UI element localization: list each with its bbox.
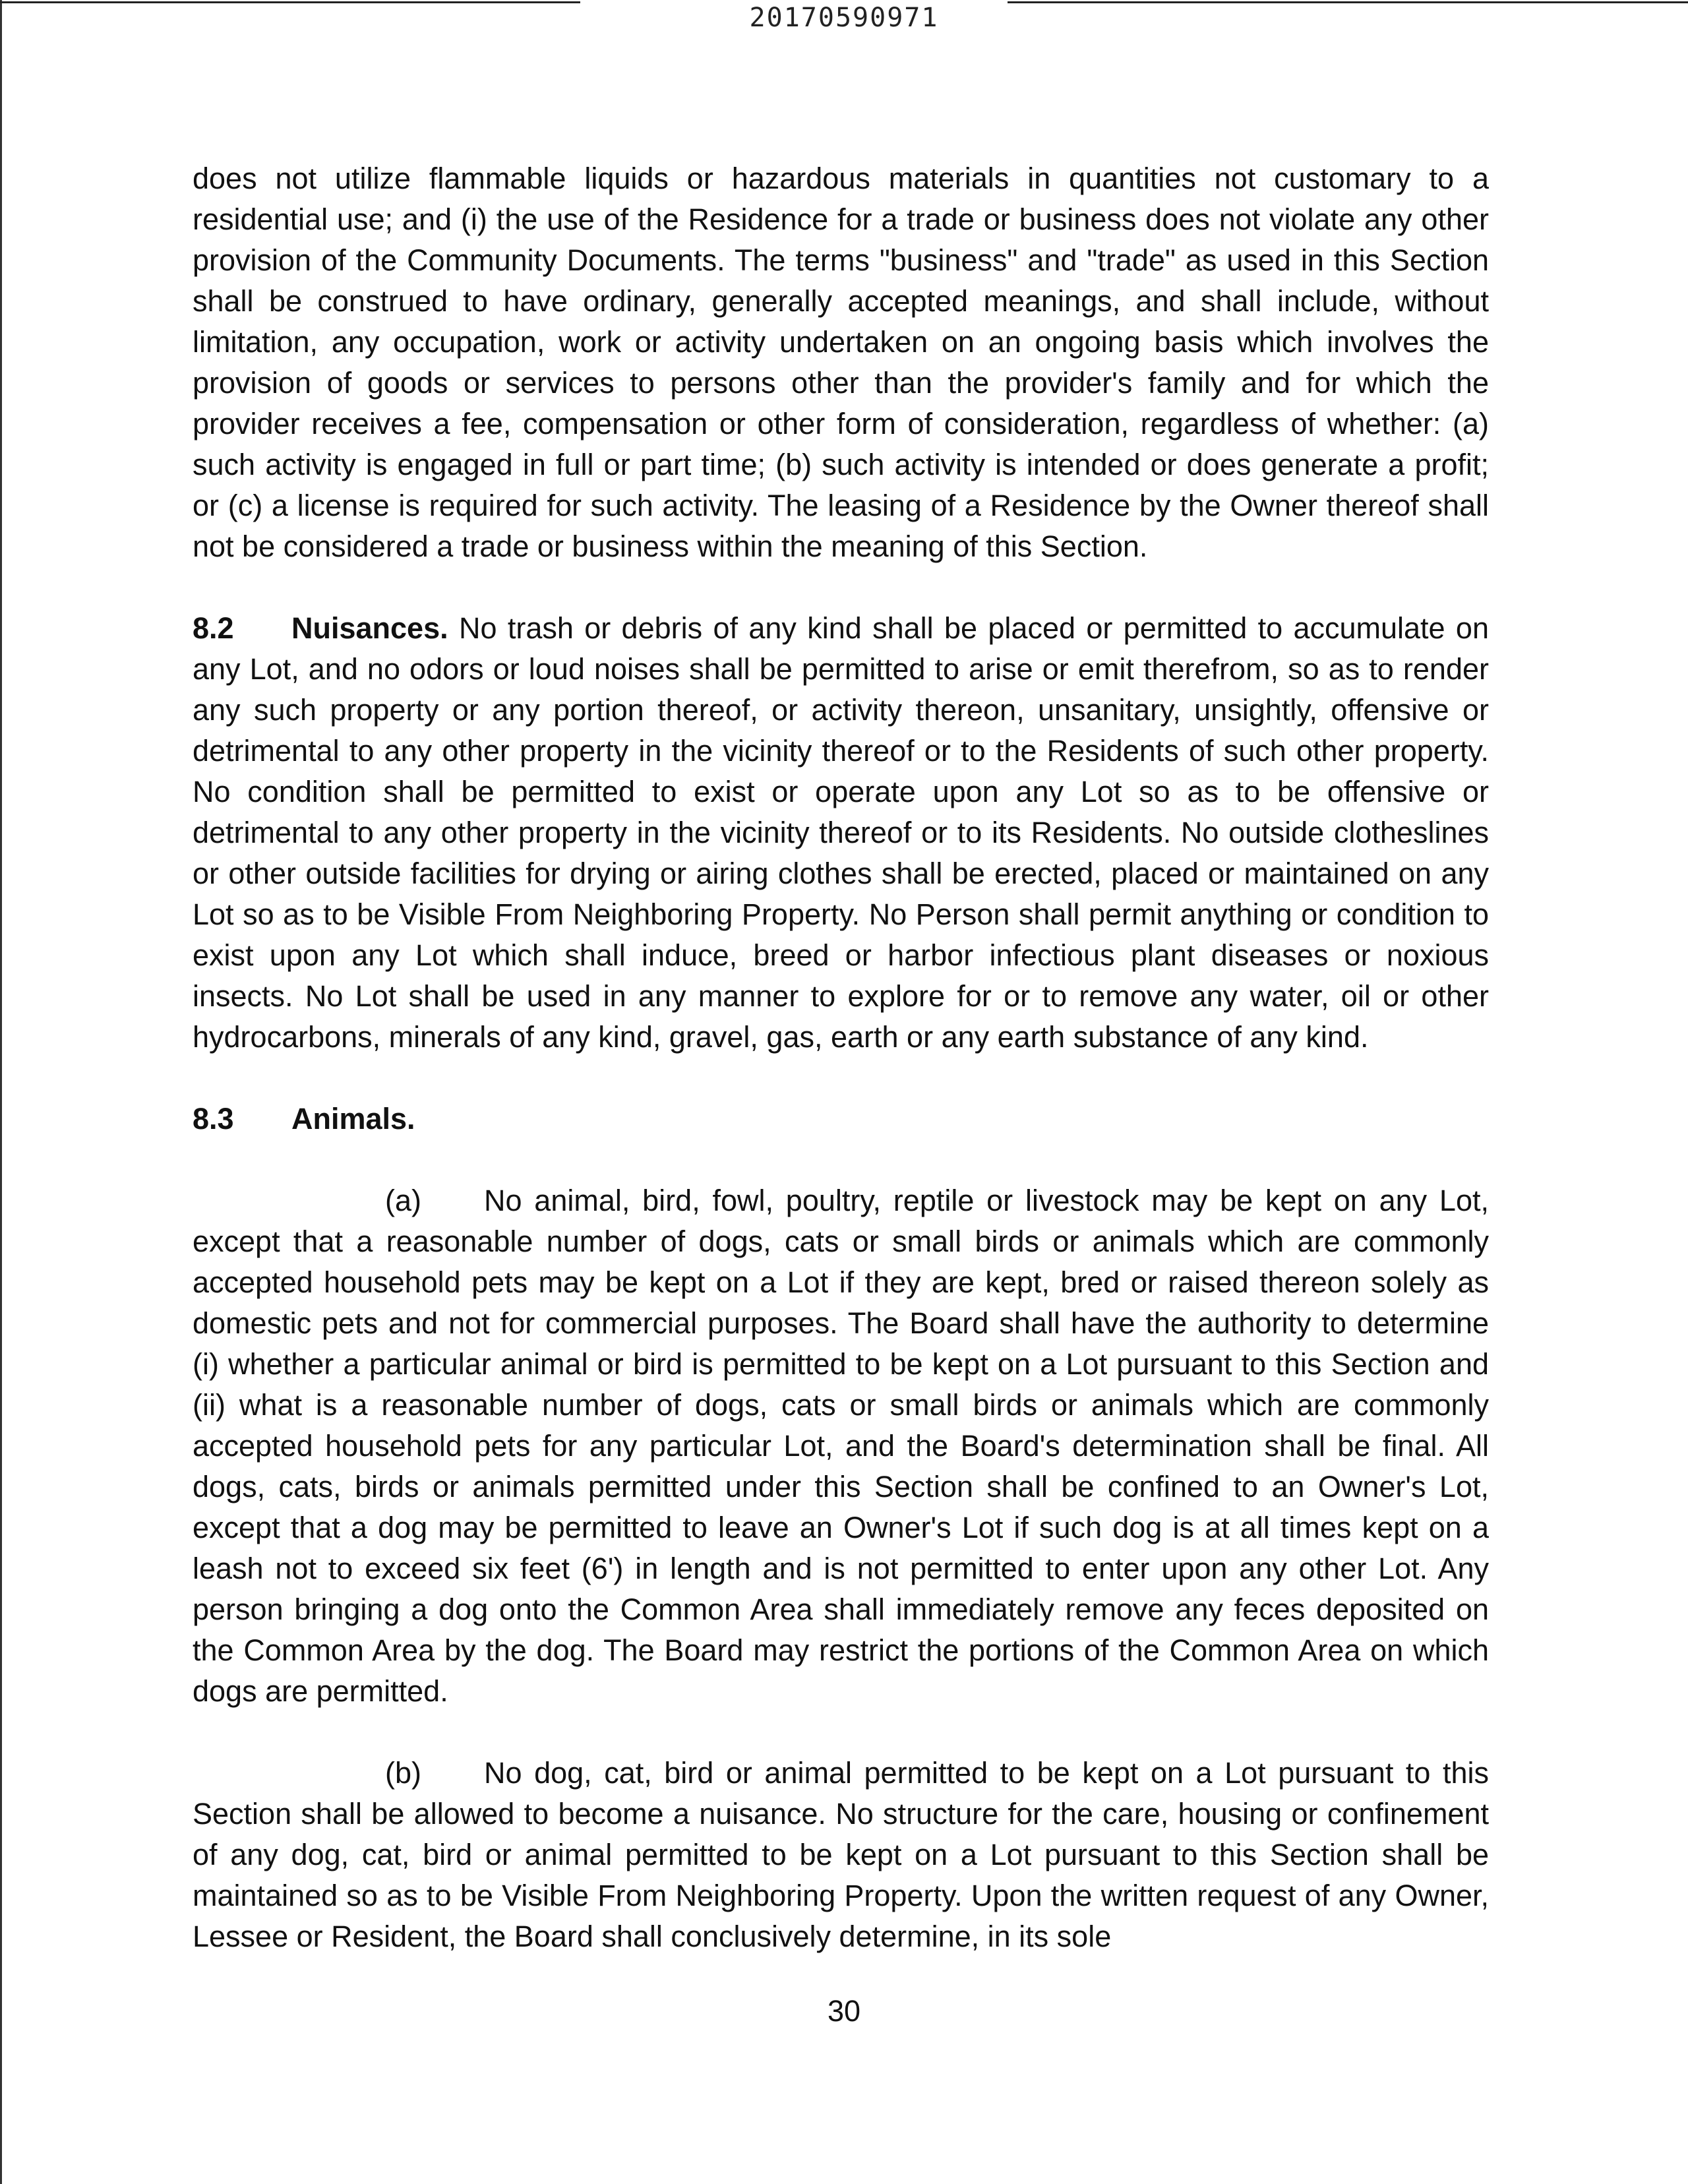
subsection-text: No dog, cat, bird or animal permitted to be kept on a Lot pursuant to this Section shall be allowed to become a nuisance. No structure for the care, housing or confinement of any dog, cat, bird or animal permitted to be kept on a Lot pursuant to this Section shall be maintained so as to be Visible From Neighboring Property. Upon the written request of any Owner, Lessee or Resident, the Board shall conclusively determine, in its sole [193, 1756, 1489, 1953]
paragraph-spacer [193, 567, 1489, 608]
section-title: Nuisances. [291, 611, 448, 645]
paragraph-continued: does not utilize flammable liquids or hazardous materials in quantities not customary to a residential use; and (i) the use of the Residence for a trade or business does not violate any other provision of the Community Documents. The terms "business" and "trade" as used in this Section shall be construed to have ordinary, generally accepted meanings, and shall include, without limitation, any occupation, work or activity undertaken on an ongoing basis which involves the provision of goods or services to persons other than the provider's family and for which the provider receives a fee, compensation or other form of consideration, regardless of whether: (a) such activity is engaged in full or part time; (b) such activity is intended or does generate a profit; or (c) a license is required for such activity. The leasing of a Residence by the Owner thereof shall not be considered a trade or business within the meaning of this Section. [193, 162, 1489, 563]
page-number: 30 [827, 1994, 861, 2028]
section-text: No trash or debris of any kind shall be placed or permitted to accumulate on any Lot, and no odors or loud noises shall be permitted to arise or emit therefrom, so as to render any such property or any portion thereof, or activity thereon, unsanitary, unsightly, offensive or detrimental to any other property in the vicinity thereof or to the Residents of such other property. No condition shall be permitted to exist or operate upon any Lot so as to be offensive or detrimental to any other property in the vicinity thereof or to its Residents. No outside clotheslines or other outside facilities for drying or airing clothes shall be erected, placed or maintained on any Lot so as to be Visible From Neighboring Property. No Person shall permit anything or condition to exist upon any Lot which shall induce, breed or harbor infectious plant diseases or noxious insects. No Lot shall be used in any manner to explore for or to remove any water, oil or other hydrocarbons, minerals of any kind, gravel, gas, earth or any earth substance of any kind. [193, 611, 1489, 1054]
document-number: 20170590971 [749, 3, 939, 33]
paragraph-spacer [193, 1139, 1489, 1180]
page-left-edge [0, 0, 2, 2184]
document-body [193, 158, 1489, 1957]
subsection-a [193, 1180, 1489, 1712]
section-8-3-heading [193, 1099, 1489, 1139]
subsection-label: (b) [385, 1756, 421, 1790]
subsection-label: (a) [385, 1184, 421, 1217]
section-number: 8.2 [193, 611, 234, 645]
subsection-b [193, 1753, 1489, 1957]
section-title: Animals. [291, 1102, 415, 1136]
paragraph-spacer [193, 1712, 1489, 1753]
paragraph-spacer [193, 1058, 1489, 1099]
section-8-2 [193, 608, 1489, 1058]
section-number: 8.3 [193, 1102, 234, 1136]
subsection-text: No animal, bird, fowl, poultry, reptile or livestock may be kept on any Lot, except that a reasonable number of dogs, cats or small birds or animals which are commonly accepted household pets may be kept on a Lot if they are kept, bred or raised thereon solely as domestic pets and not for commercial purposes. The Board shall have the authority to determine (i) whether a particular animal or bird is permitted to be kept on a Lot pursuant to this Section and (ii) what is a reasonable number of dogs, cats or small birds or animals which are commonly accepted household pets for any particular Lot, and the Board's determination shall be final. All dogs, cats, birds or animals permitted under this Section shall be confined to an Owner's Lot, except that a dog may be permitted to leave an Owner's Lot if such dog is at all times kept on a leash not to exceed six feet (6') in length and is not permitted to enter upon any other Lot. Any person bringing a dog onto the Common Area shall immediately remove any feces deposited on the Common Area by the dog. The Board may restrict the portions of the Common Area on which dogs are permitted. [193, 1184, 1489, 1708]
